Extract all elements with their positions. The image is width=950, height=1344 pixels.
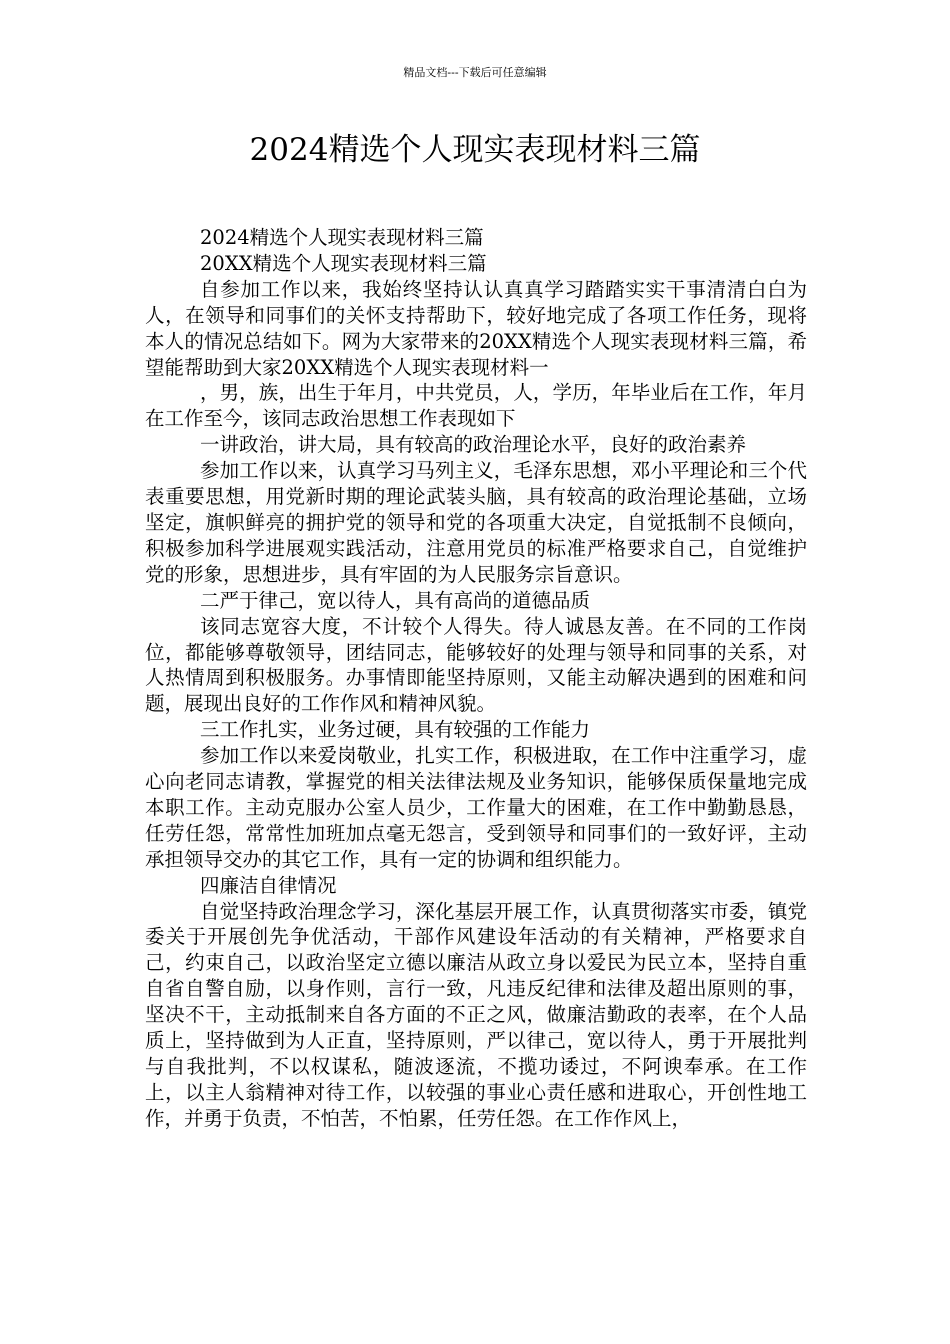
section-heading: 一讲政治，讲大局，具有较高的政治理论水平，良好的政治素养 (200, 433, 747, 457)
paragraph: 2024精选个人现实表现材料三篇 (200, 226, 484, 249)
page-header-note: 精品文档---下载后可任意编辑 (403, 66, 547, 79)
section-heading: 三工作扎实，业务过硬，具有较强的工作能力 (200, 718, 591, 742)
paragraph: 自觉坚持政治理念学习，深化基层开展工作，认真贯彻落实市委，镇党委关于开展创先争优活动，干部作风建设年活动的有关精神，严格要求自己，约束自己，以政治坚定立德以廉洁从政立身以爱民为民立本，坚持自重自省自警自励，以身作则，言行一致，凡违反纪律和法律及超出原则的事，坚决不干，主动抵制来自各方面的不正之风，做廉洁勤政的表率，在个人品质上，坚持做到为人正直，坚持原则，严以律己，宽以待人，勇于开展批判与自我批判，不以权谋私，随波逐流，不揽功诿过，不阿谀奉承。在工作上，以主人翁精神对待工作，以较强的事业心责任感和进取心，开创性地工作，并勇于负责，不怕苦，不怕累，任劳任怨。在工作作风上， (145, 899, 807, 1130)
paragraph: 自参加工作以来，我始终坚持认认真真学习踏踏实实干事清清白白为人，在领导和同事们的关怀支持帮助下，较好地完成了各项工作任务，现将本人的情况总结如下。网为大家带来的20XX精选个人现实表现材料三篇，希望能帮助到大家20XX精选个人现实表现材料一 (145, 277, 807, 379)
section-heading: 四廉洁自律情况 (200, 873, 337, 897)
section-heading: 二严于律己，宽以待人，具有高尚的道德品质 (200, 588, 591, 612)
document-title: 2024精选个人现实表现材料三篇 (249, 132, 701, 168)
paragraph: 参加工作以来爱岗敬业，扎实工作，积极进取，在工作中注重学习，虚心向老同志请教，掌握党的相关法律法规及业务知识，能够保质保量地完成本职工作。主动克服办公室人员少，工作量大的困难，在工作中勤勤恳恳，任劳任怨，常常性加班加点毫无怨言，受到领导和同事们的一致好评，主动承担领导交办的其它工作，具有一定的协调和组织能力。 (145, 744, 807, 871)
paragraph: 参加工作以来，认真学习马列主义，毛泽东思想，邓小平理论和三个代表重要思想，用党新时期的理论武装头脑，具有较高的政治理论基础，立场坚定，旗帜鲜亮的拥护党的领导和党的各项重大决定，自觉抵制不良倾向，积极参加科学进展观实践活动，注意用党员的标准严格要求自己，自觉维护党的形象，思想进步，具有牢固的为人民服务宗旨意识。 (145, 459, 807, 586)
paragraph: 该同志宽容大度，不计较个人得失。待人诚恳友善。在不同的工作岗位，都能够尊敬领导，团结同志，能够较好的处理与领导和同事的关系，对人热情周到积极服务。办事情即能坚持原则，又能主动解决遇到的困难和问题，展现出良好的工作作风和精神风貌。 (145, 614, 807, 716)
document-body (145, 225, 807, 1132)
paragraph: 20XX精选个人现实表现材料三篇 (200, 251, 487, 275)
paragraph: ，男，族，出生于年月，中共党员，人，学历，年毕业后在工作，年月在工作至今，该同志政治思想工作表现如下 (145, 381, 807, 431)
